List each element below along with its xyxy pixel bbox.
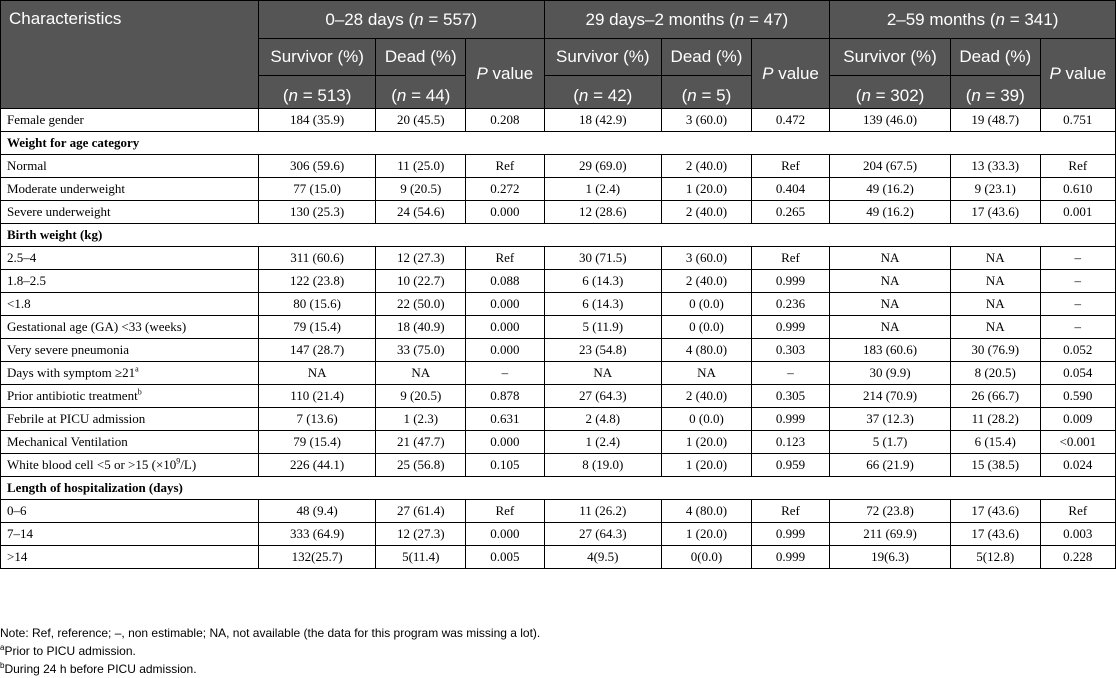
table-cell: 10 (22.7) [376, 270, 466, 293]
row-label: <1.8 [1, 293, 259, 316]
table-cell: 17 (43.6) [950, 523, 1040, 546]
table-cell: 29 (69.0) [544, 155, 662, 178]
row-label: 0–6 [1, 500, 259, 523]
table-cell: 6 (15.4) [950, 431, 1040, 454]
table-cell: 6 (14.3) [544, 270, 662, 293]
table-cell: 25 (56.8) [376, 454, 466, 477]
p-value-cell: 0.272 [466, 178, 544, 201]
table-cell: 0 (0.0) [662, 408, 752, 431]
row-label: Severe underweight [1, 201, 259, 224]
table-cell: 1 (20.0) [662, 523, 752, 546]
table-cell: 204 (67.5) [830, 155, 951, 178]
dead-header: Dead (%) [662, 39, 752, 76]
footnote-a: $^a$Prior to PICU admission. [0, 643, 136, 658]
p-value-header: P value [751, 39, 829, 109]
table-cell: 11 (26.2) [544, 500, 662, 523]
table-notes [0, 624, 1116, 678]
table-cell: 6 (14.3) [544, 293, 662, 316]
table-cell: 184 (35.9) [258, 109, 376, 132]
table-cell: 17 (43.6) [950, 201, 1040, 224]
p-value-cell: Ref [466, 247, 544, 270]
table-cell: 211 (69.9) [830, 523, 951, 546]
p-value-cell: 0.999 [751, 523, 829, 546]
table-cell: NA [950, 293, 1040, 316]
p-value-cell: 0.003 [1040, 523, 1115, 546]
group-header-child: 2–59 months (n = 341) [830, 1, 1116, 39]
p-value-cell: 0.088 [466, 270, 544, 293]
survivor-count: (n = 513) [258, 76, 376, 109]
table-cell: 4 (80.0) [662, 500, 752, 523]
table-cell: 5(11.4) [376, 546, 466, 569]
table-cell: 183 (60.6) [830, 339, 951, 362]
table-cell: 1 (2.4) [544, 431, 662, 454]
table-row [1, 178, 1116, 201]
p-value-cell: 0.404 [751, 178, 829, 201]
p-value-cell: – [1040, 247, 1115, 270]
row-label: Very severe pneumonia [1, 339, 259, 362]
row-label: Gestational age (GA) <33 (weeks) [1, 316, 259, 339]
row-label: White blood cell <5 or >15 $(\times 10^9/L)$ [1, 454, 259, 477]
table-body [1, 109, 1116, 569]
p-value-cell: 0.000 [466, 431, 544, 454]
table-cell: 5 (11.9) [544, 316, 662, 339]
p-value-cell: 0.001 [1040, 201, 1115, 224]
table-row [1, 293, 1116, 316]
p-value-cell: 0.999 [751, 316, 829, 339]
table-cell: NA [830, 247, 951, 270]
row-label: 1.8–2.5 [1, 270, 259, 293]
table-cell: 333 (64.9) [258, 523, 376, 546]
table-cell: 18 (42.9) [544, 109, 662, 132]
section-label: Length of hospitalization (days) [1, 477, 1116, 500]
p-value-cell: – [1040, 293, 1115, 316]
table-cell: 139 (46.0) [830, 109, 951, 132]
row-label: Prior antibiotic treatment$^b$ [1, 385, 259, 408]
row-label: Normal [1, 155, 259, 178]
dead-header: Dead (%) [376, 39, 466, 76]
table-cell: 27 (64.3) [544, 385, 662, 408]
table-cell: 0 (0.0) [662, 293, 752, 316]
table-cell: 79 (15.4) [258, 431, 376, 454]
table-row [1, 546, 1116, 569]
section-label: Birth weight (kg) [1, 224, 1116, 247]
table-cell: 27 (64.3) [544, 523, 662, 546]
table-cell: NA [662, 362, 752, 385]
p-value-header: P value [1040, 39, 1115, 109]
p-value-cell: 0.000 [466, 201, 544, 224]
table-row [1, 155, 1116, 178]
p-value-cell: 0.303 [751, 339, 829, 362]
p-value-cell: 0.208 [466, 109, 544, 132]
dead-count: (n = 44) [376, 76, 466, 109]
group-header-neonate: 0–28 days (n = 557) [258, 1, 544, 39]
p-value-cell: 0.999 [751, 546, 829, 569]
row-label: >14 [1, 546, 259, 569]
p-value-cell: – [1040, 270, 1115, 293]
table-cell: 30 (71.5) [544, 247, 662, 270]
table-cell: 214 (70.9) [830, 385, 951, 408]
p-value-cell: Ref [751, 155, 829, 178]
p-value-cell: 0.265 [751, 201, 829, 224]
table-cell: 66 (21.9) [830, 454, 951, 477]
p-value-cell: 0.751 [1040, 109, 1115, 132]
p-value-cell: 0.009 [1040, 408, 1115, 431]
dead-header: Dead (%) [950, 39, 1040, 76]
table-cell: 72 (23.8) [830, 500, 951, 523]
table-cell: 306 (59.6) [258, 155, 376, 178]
table-cell: 7 (13.6) [258, 408, 376, 431]
p-value-cell: 0.999 [751, 408, 829, 431]
table-cell: 1 (20.0) [662, 454, 752, 477]
p-value-cell: 0.054 [1040, 362, 1115, 385]
table-row [1, 431, 1116, 454]
table-cell: 48 (9.4) [258, 500, 376, 523]
table-cell: 13 (33.3) [950, 155, 1040, 178]
row-label: 2.5–4 [1, 247, 259, 270]
table-cell: 12 (28.6) [544, 201, 662, 224]
row-label: 7–14 [1, 523, 259, 546]
table-cell: 2 (40.0) [662, 155, 752, 178]
survivor-header: Survivor (%) [258, 39, 376, 76]
dead-count: (n = 5) [662, 76, 752, 109]
survivor-count: (n = 42) [544, 76, 662, 109]
p-value-cell: 0.631 [466, 408, 544, 431]
footnote-b: $^b$During 24 h before PICU admission. [0, 661, 197, 676]
table-row [1, 385, 1116, 408]
p-value-cell: Ref [1040, 155, 1115, 178]
p-value-cell: Ref [751, 247, 829, 270]
table-header [1, 1, 1116, 109]
p-value-cell: Ref [1040, 500, 1115, 523]
note-line: Note: Ref, reference; –, non estimable; NA, not available (the data for this program was missing a lot). [0, 626, 541, 640]
table-row [1, 270, 1116, 293]
section-label: Weight for age category [1, 132, 1116, 155]
table-cell: NA [376, 362, 466, 385]
table-row [1, 339, 1116, 362]
p-value-cell: Ref [466, 500, 544, 523]
survivor-header: Survivor (%) [544, 39, 662, 76]
table-row [1, 523, 1116, 546]
p-value-cell: 0.000 [466, 293, 544, 316]
p-value-cell: 0.590 [1040, 385, 1115, 408]
table-cell: 0 (0.0) [662, 316, 752, 339]
p-value-cell: 0.305 [751, 385, 829, 408]
table-cell: 147 (28.7) [258, 339, 376, 362]
table-cell: 2 (40.0) [662, 270, 752, 293]
p-value-cell: 0.105 [466, 454, 544, 477]
table-cell: 23 (54.8) [544, 339, 662, 362]
table-cell: NA [544, 362, 662, 385]
table-cell: 77 (15.0) [258, 178, 376, 201]
p-value-header: P value [466, 39, 544, 109]
table-row [1, 408, 1116, 431]
table-cell: 30 (76.9) [950, 339, 1040, 362]
table-cell: 1 (2.3) [376, 408, 466, 431]
row-label: Moderate underweight [1, 178, 259, 201]
p-value-cell: 0.959 [751, 454, 829, 477]
p-value-cell: 0.000 [466, 316, 544, 339]
p-value-cell: 0.236 [751, 293, 829, 316]
table-cell: 22 (50.0) [376, 293, 466, 316]
section-row [1, 477, 1116, 500]
p-value-cell: – [1040, 316, 1115, 339]
table-cell: 26 (66.7) [950, 385, 1040, 408]
table-cell: 2 (4.8) [544, 408, 662, 431]
p-value-cell: Ref [466, 155, 544, 178]
row-label: Female gender [1, 109, 259, 132]
p-value-cell: 0.000 [466, 339, 544, 362]
table-cell: 311 (60.6) [258, 247, 376, 270]
table-cell: 130 (25.3) [258, 201, 376, 224]
table-cell: 24 (54.6) [376, 201, 466, 224]
table-cell: 226 (44.1) [258, 454, 376, 477]
table-cell: 19 (48.7) [950, 109, 1040, 132]
table-cell: 15 (38.5) [950, 454, 1040, 477]
table-cell: 110 (21.4) [258, 385, 376, 408]
p-value-cell: 0.228 [1040, 546, 1115, 569]
p-value-cell: 0.000 [466, 523, 544, 546]
table-row [1, 362, 1116, 385]
table-cell: 9 (20.5) [376, 178, 466, 201]
p-value-cell: 0.052 [1040, 339, 1115, 362]
dead-count: (n = 39) [950, 76, 1040, 109]
table-cell: NA [830, 316, 951, 339]
p-value-cell: 0.472 [751, 109, 829, 132]
table-cell: 20 (45.5) [376, 109, 466, 132]
characteristics-header: Characteristics [1, 1, 259, 109]
table-cell: NA [950, 316, 1040, 339]
section-row [1, 224, 1116, 247]
table-cell: 33 (75.0) [376, 339, 466, 362]
table-cell: 21 (47.7) [376, 431, 466, 454]
table-cell: 4(9.5) [544, 546, 662, 569]
table-row [1, 247, 1116, 270]
table-row [1, 500, 1116, 523]
row-label: Days with symptom $\ge 21^a$ [1, 362, 259, 385]
table-cell: 5(12.8) [950, 546, 1040, 569]
table-cell: 5 (1.7) [830, 431, 951, 454]
table-row [1, 316, 1116, 339]
p-value-cell: <0.001 [1040, 431, 1115, 454]
table-cell: 122 (23.8) [258, 270, 376, 293]
table-cell: 17 (43.6) [950, 500, 1040, 523]
table-cell: 9 (20.5) [376, 385, 466, 408]
table-cell: 2 (40.0) [662, 385, 752, 408]
table-cell: 80 (15.6) [258, 293, 376, 316]
survivor-count: (n = 302) [830, 76, 951, 109]
p-value-cell: 0.999 [751, 270, 829, 293]
table-cell: 132(25.7) [258, 546, 376, 569]
p-value-cell: 0.005 [466, 546, 544, 569]
p-value-cell: 0.123 [751, 431, 829, 454]
p-value-cell: Ref [751, 500, 829, 523]
row-label: Mechanical Ventilation [1, 431, 259, 454]
table-cell: 11 (25.0) [376, 155, 466, 178]
table-cell: 18 (40.9) [376, 316, 466, 339]
table-cell: 1 (2.4) [544, 178, 662, 201]
table-row [1, 454, 1116, 477]
table-cell: 8 (20.5) [950, 362, 1040, 385]
table-row [1, 201, 1116, 224]
table-cell: 1 (20.0) [662, 431, 752, 454]
table-cell: 0(0.0) [662, 546, 752, 569]
table-cell: NA [830, 293, 951, 316]
table-cell: 4 (80.0) [662, 339, 752, 362]
table-cell: 12 (27.3) [376, 523, 466, 546]
table-cell: 11 (28.2) [950, 408, 1040, 431]
row-label: Febrile at PICU admission [1, 408, 259, 431]
table-cell: 1 (20.0) [662, 178, 752, 201]
table-cell: 30 (9.9) [830, 362, 951, 385]
table-cell: 3 (60.0) [662, 109, 752, 132]
table-cell: 2 (40.0) [662, 201, 752, 224]
table-cell: 19(6.3) [830, 546, 951, 569]
section-row [1, 132, 1116, 155]
table-cell: 12 (27.3) [376, 247, 466, 270]
p-value-cell: – [751, 362, 829, 385]
p-value-cell: – [466, 362, 544, 385]
table-cell: 3 (60.0) [662, 247, 752, 270]
table-cell: NA [950, 270, 1040, 293]
p-value-cell: 0.878 [466, 385, 544, 408]
table-cell: 49 (16.2) [830, 178, 951, 201]
table-cell: NA [950, 247, 1040, 270]
table-cell: 8 (19.0) [544, 454, 662, 477]
p-value-cell: 0.024 [1040, 454, 1115, 477]
table-cell: 37 (12.3) [830, 408, 951, 431]
table-cell: 49 (16.2) [830, 201, 951, 224]
table-cell: 27 (61.4) [376, 500, 466, 523]
table-cell: 79 (15.4) [258, 316, 376, 339]
table-cell: NA [830, 270, 951, 293]
group-header-infant: 29 days–2 months (n = 47) [544, 1, 830, 39]
table-cell: NA [258, 362, 376, 385]
p-value-cell: 0.610 [1040, 178, 1115, 201]
table-cell: 9 (23.1) [950, 178, 1040, 201]
survivor-header: Survivor (%) [830, 39, 951, 76]
table-row [1, 109, 1116, 132]
